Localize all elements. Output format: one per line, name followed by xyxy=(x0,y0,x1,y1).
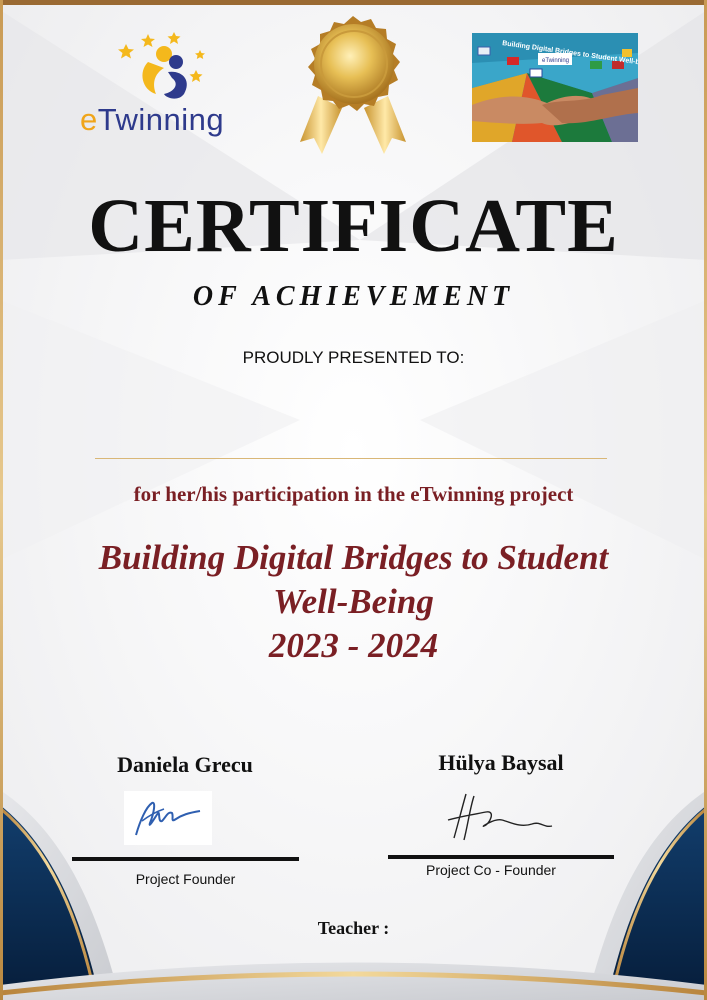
founder-role: Project Founder xyxy=(135,871,236,887)
project-title-line1: Building Digital Bridges to Student xyxy=(98,538,609,577)
handshake-photo xyxy=(472,33,638,142)
signature-daniela xyxy=(124,791,212,845)
founder-name: Daniela Grecu xyxy=(117,752,253,777)
presented-to-label: PROUDLY PRESENTED TO: xyxy=(242,348,465,367)
founder-signature-line xyxy=(72,857,299,861)
etwinning-wordmark: eTwinning xyxy=(80,102,225,137)
photo-banner-text: Building Digital Bridges to Student Well-being. xyxy=(501,40,638,69)
project-years: 2023 - 2024 xyxy=(268,626,439,665)
project-title xyxy=(0,536,707,668)
etwinning-logo-icon xyxy=(108,32,218,104)
certificate-title: CERTIFICATE xyxy=(88,184,619,268)
photo-mini-logo: eTwinning xyxy=(542,58,570,64)
top-border xyxy=(0,0,707,5)
certificate-subtitle: OF ACHIEVEMENT xyxy=(192,281,515,312)
cofounder-role: Project Co - Founder xyxy=(426,862,556,878)
participation-text: for her/his participation in the eTwinning project xyxy=(133,482,574,506)
recipient-name-line xyxy=(95,458,607,459)
cofounder-name: Hülya Baysal xyxy=(438,750,564,775)
teacher-label: Teacher : xyxy=(317,918,390,938)
signature-hulya xyxy=(440,788,570,844)
project-title-line2: Well-Being xyxy=(273,582,434,621)
cofounder-signature-line xyxy=(388,855,614,859)
gold-medal-icon xyxy=(298,14,408,156)
